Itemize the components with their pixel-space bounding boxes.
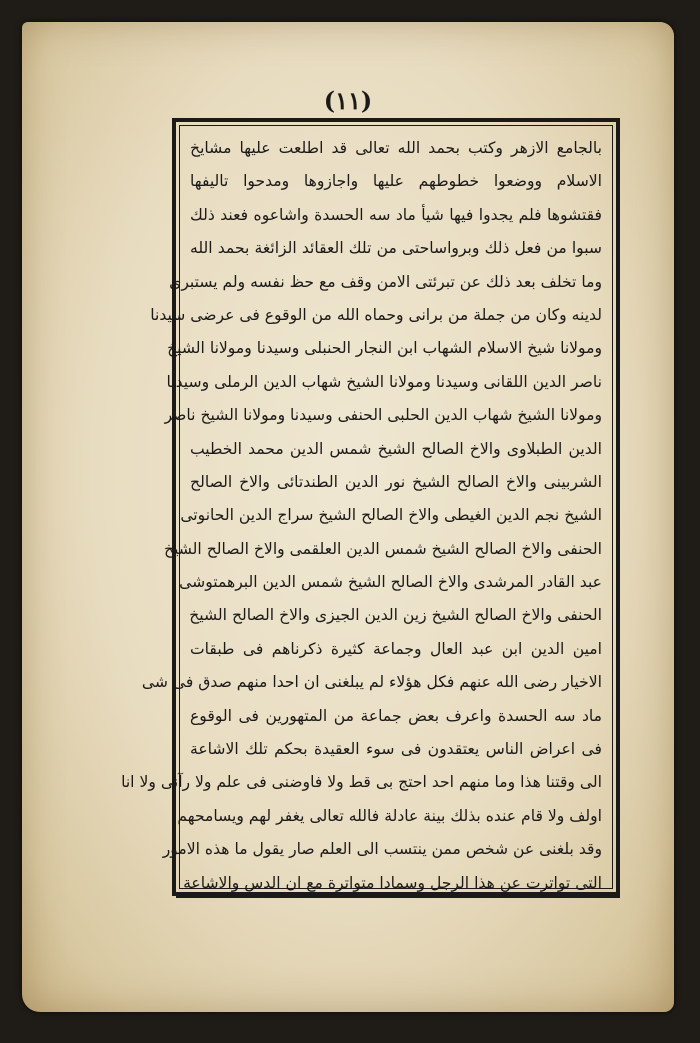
text-line: ناصر الدين اللقانى وسيدنا ومولانا الشيخ شهاب الدين الرملى وسيدنا bbox=[166, 372, 602, 391]
page-number: (١١) bbox=[323, 86, 373, 115]
text-line: الى وقتنا هذا وما منهم احد احتج بى قط ولا فاوضنى فى علم ولا رآنى ولا انا bbox=[121, 773, 602, 792]
text-line: ومولانا الشيخ شهاب الدين الحلبى الحنفى وسيدنا ومولانا الشيخ ناصر bbox=[164, 406, 602, 425]
text-line: الاسلام ووضعوا خطوطهم عليها واجازوها ومدحوا تاليفها bbox=[190, 172, 602, 191]
manuscript-page bbox=[22, 22, 674, 1012]
text-block bbox=[121, 132, 602, 892]
text-line: الشربينى والاخ الصالح الشيخ نور الدين الطندتائى والاخ الصالح bbox=[190, 472, 602, 491]
text-line: الحنفى والاخ الصالح الشيخ زين الدين الجيزى والاخ الصالح الشيخ bbox=[189, 606, 602, 625]
text-line: الدين الطبلاوى والاخ الصالح الشيخ شمس الدين محمد الخطيب bbox=[190, 439, 602, 458]
text-line: عبد القادر المرشدى والاخ الصالح الشيخ شمس الدين البرهمتوشى bbox=[179, 573, 602, 592]
text-frame bbox=[121, 118, 620, 896]
text-line: الشيخ نجم الدين الغيطى والاخ الصالح الشيخ سراج الدين الحانوتى bbox=[180, 506, 602, 525]
text-line: الاخيار رضى الله عنهم فكل هؤلاء لم يبلغنى ان احدا منهم صدق فى شى bbox=[141, 673, 602, 692]
text-line: سبوا من فعل ذلك وبرواساحتى من تلك العقائد الزائغة بحمد الله bbox=[190, 239, 602, 258]
text-line: بالجامع الازهر وكتب بحمد الله تعالى قد اطلعت عليها مشايخ bbox=[190, 139, 602, 157]
text-line: فى اعراض الناس يعتقدون فى سوء العقيدة بحكم تلك الاشاعة bbox=[190, 740, 602, 759]
text-line: وما تخلف بعد ذلك عن تبرئتى الامن وقف مع حظ نفسه ولم يستبرى bbox=[169, 272, 602, 291]
text-line: لدينه وكان من جملة من برانى وحماه الله من الوقوع فى عرضى سيدنا bbox=[150, 305, 602, 324]
text-line: ماد سه الحسدة واعرف بعض جماعة من المتهورين فى الوقوع bbox=[190, 706, 602, 725]
text-line: فقتشوها فلم يجدوا فيها شيأ ماد سه الحسدة واشاعوه فعند ذلك bbox=[190, 205, 602, 224]
text-line: امين الدين ابن عبد العال وجماعة كثيرة ذكرناهم فى طبقات bbox=[190, 639, 602, 658]
text-line: وقد بلغنى عن شخص ممن ينتسب الى العلم صار يقول ما هذه الامور bbox=[162, 840, 602, 859]
text-line: التى تواترت عن هذا الرجل وسمادا متواترة مع ان الدس والاشاعة bbox=[183, 873, 602, 892]
text-line: ومولانا شيخ الاسلام الشهاب ابن النجار الحنبلى وسيدنا ومولانا الشيخ bbox=[167, 339, 602, 358]
text-line: الحنفى والاخ الصالح الشيخ شمس الدين العلقمى والاخ الصالح الشيخ bbox=[164, 539, 602, 558]
text-line: اولف ولا قام عنده بذلك بينة عادلة فالله تعالى يغفر لهم ويسامحهم bbox=[177, 806, 602, 825]
